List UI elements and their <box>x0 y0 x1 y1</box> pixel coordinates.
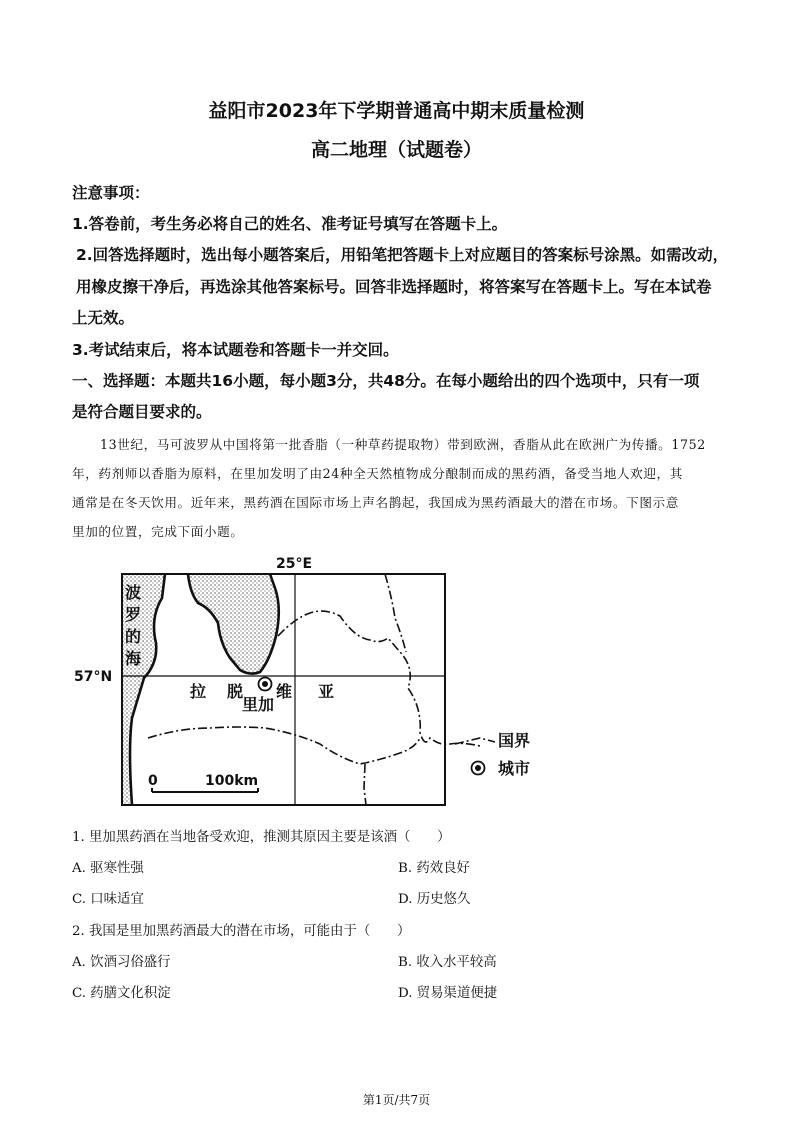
riga-location-map <box>70 548 550 813</box>
question-2-option-d[interactable]: D. 贸易渠道便捷 <box>398 986 498 1001</box>
country-name-char-2: 脱 <box>227 682 244 701</box>
notice-item-1: 1.答卷前，考生务必将自己的姓名、准考证号填写在答题卡上。 <box>72 215 508 233</box>
exam-title: 益阳市2023年下学期普通高中期末质量检测 <box>208 100 585 122</box>
gulf-of-riga <box>188 574 279 674</box>
page-number: 第1页/共7页 <box>362 1093 431 1107</box>
question-1-option-d[interactable]: D. 历史悠久 <box>398 892 471 907</box>
notice-item-3: 3.考试结束后，将本试题卷和答题卡一并交回。 <box>72 341 399 359</box>
scale-zero-label: 0 <box>148 773 158 789</box>
sea-name-char-3: 的 <box>125 627 142 646</box>
exam-subtitle: 高二地理（试题卷） <box>310 139 482 161</box>
scale-distance-label: 100km <box>205 773 259 789</box>
question-1-option-b[interactable]: B. 药效良好 <box>398 861 470 876</box>
latitude-label: 57°N <box>74 669 113 685</box>
section-heading-line-1: 一、选择题：本题共16小题，每小题3分，共48分。在每小题给出的四个选项中，只有一项 <box>72 372 700 390</box>
sea-name-char-4: 海 <box>125 649 142 668</box>
section-heading-line-2: 是符合题目要求的。 <box>72 403 212 421</box>
question-2-option-a[interactable]: A. 饮酒习俗盛行 <box>72 955 171 970</box>
question-1-option-a[interactable]: A. 驱寒性强 <box>72 861 144 876</box>
legend-city-icon <box>472 762 485 775</box>
passage-line-4: 里加的位置，完成下面小题。 <box>72 524 244 539</box>
sea-name-char-2: 罗 <box>125 605 142 624</box>
legend-border-symbol <box>455 738 495 744</box>
longitude-label: 25°E <box>276 556 313 572</box>
sea-name-char-1: 波 <box>125 583 142 602</box>
question-2-option-c[interactable]: C. 药膳文化积淀 <box>72 986 171 1001</box>
passage-line-1: 13世纪，马可波罗从中国将第一批香脂（一种草药提取物）带到欧洲，香脂从此在欧洲广为传播。1752 <box>100 437 706 452</box>
legend-city-label: 城市 <box>498 759 531 778</box>
country-name-char-3: 维 <box>276 682 293 701</box>
country-name-char-4: 亚 <box>318 682 335 701</box>
question-2-option-b[interactable]: B. 收入水平较高 <box>398 955 497 970</box>
legend-border-label: 国界 <box>498 731 531 750</box>
notice-item-2-line-3: 上无效。 <box>72 309 135 327</box>
notice-item-2-line-2: 用橡皮擦干净后，再选涂其他答案标号。回答非选择题时，将答案写在答题卡上。写在本试卷 <box>76 278 712 296</box>
passage-line-3: 通常是在冬天饮用。近年来，黑药酒在国际市场上声名鹊起，我国成为黑药酒最大的潜在市场。下图示意 <box>72 495 679 510</box>
notice-heading: 注意事项： <box>72 184 150 202</box>
passage-line-2: 年，药剂师以香脂为原料，在里加发明了由24种全天然植物成分酿制而成的黑药酒，备受当地人欢迎，其 <box>72 466 683 481</box>
city-icon <box>259 678 272 691</box>
country-name-char-1: 拉 <box>190 682 207 701</box>
notice-item-2-line-1: 2.回答选择题时，选出每小题答案后，用铅笔把答题卡上对应题目的答案标号涂黑。如需改动， <box>76 246 729 264</box>
question-1-stem: 1. 里加黑药酒在当地备受欢迎，推测其原因主要是该酒（ ） <box>72 830 451 845</box>
city-label-riga: 里加 <box>242 695 275 714</box>
question-1-option-c[interactable]: C. 口味适宜 <box>72 892 144 907</box>
question-2-stem: 2. 我国是里加黑药酒最大的潜在市场，可能由于（ ） <box>72 924 411 939</box>
